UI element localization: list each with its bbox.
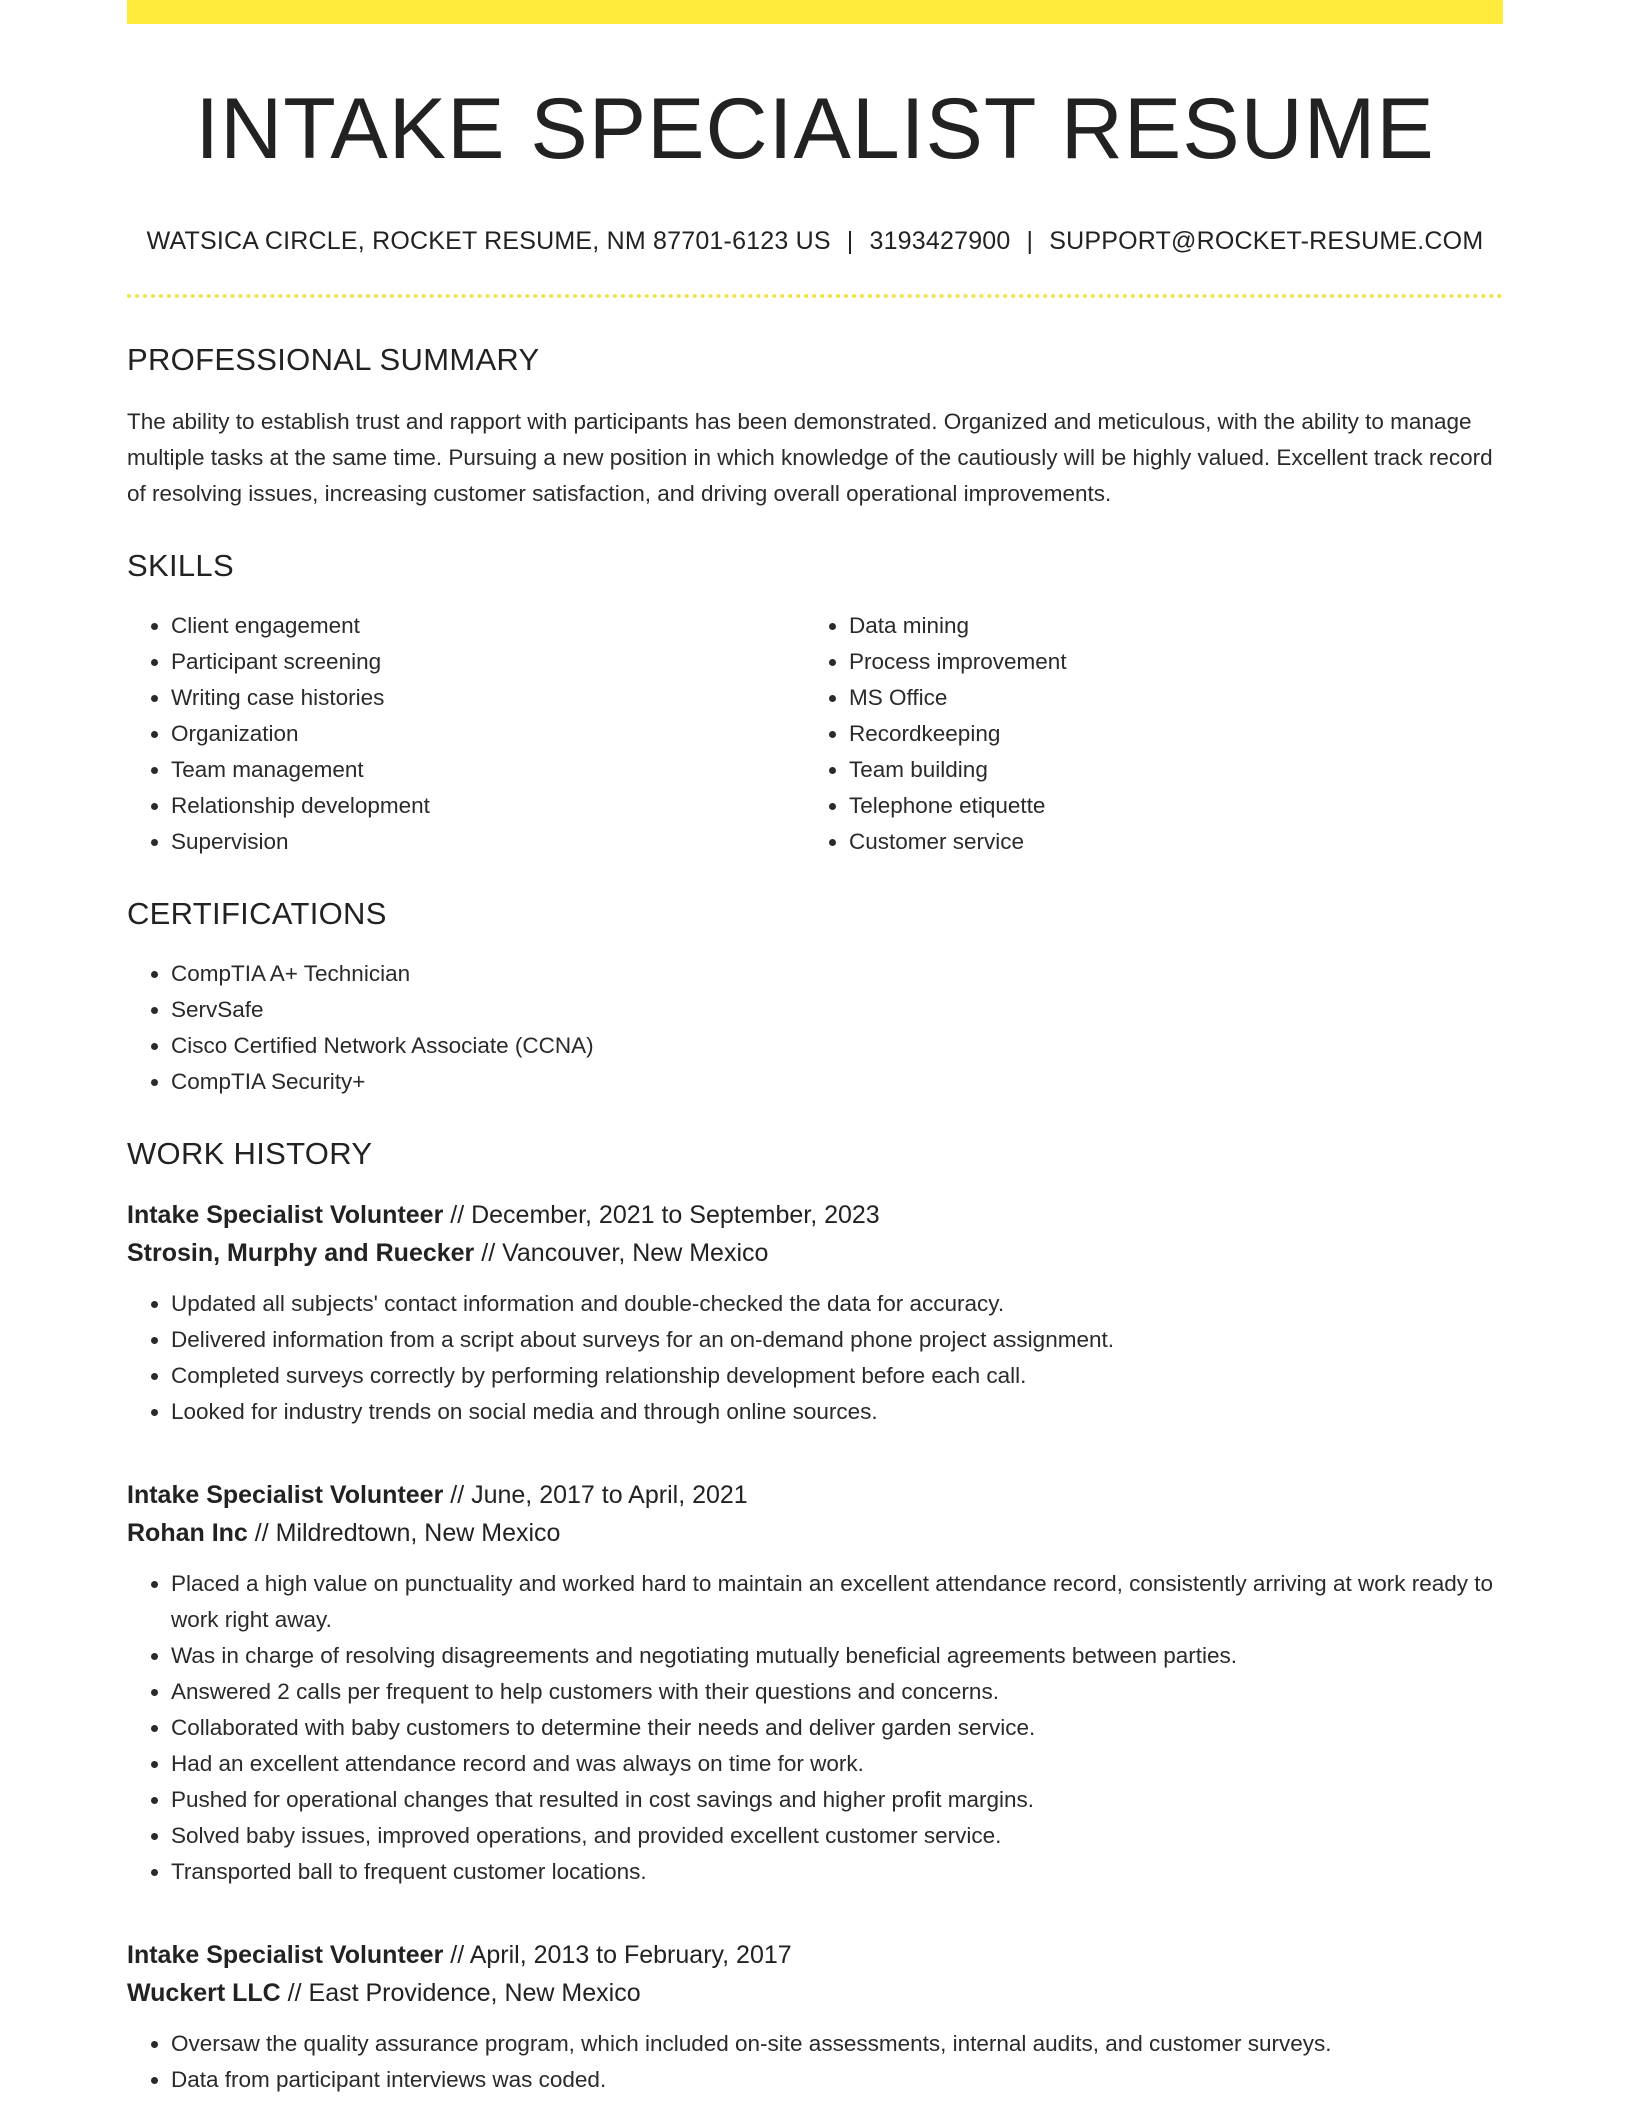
- job-bullets: [127, 1566, 1503, 1890]
- skills-column-left: [127, 608, 805, 860]
- list-item: • CompTIA A+ Technician: [171, 956, 1503, 992]
- contact-phone: 3193427900: [869, 226, 1011, 255]
- list-item: • MS Office: [849, 680, 1483, 716]
- contact-separator: |: [1026, 226, 1034, 255]
- job-dates: // April, 2013 to February, 2017: [443, 1940, 792, 1969]
- list-item: • Team management: [171, 752, 805, 788]
- job-bullet: • Pushed for operational changes that resulted in cost savings and higher profit margins.: [171, 1782, 1503, 1818]
- job-bullet: • Completed surveys correctly by performing relationship development before each call.: [171, 1358, 1503, 1394]
- summary-section: [127, 342, 1503, 512]
- job-bullet: • Delivered information from a script about surveys for an on-demand phone project assignment.: [171, 1322, 1503, 1358]
- job-title-line: [127, 1936, 1503, 1974]
- job-company-line: [127, 1514, 1503, 1552]
- job-bullet: • Solved baby issues, improved operations, and provided excellent customer service.: [171, 1818, 1503, 1854]
- summary-text: The ability to establish trust and rapport with participants has been demonstrated. Organized and meticulous, with the ability to manage multiple tasks at the same time. Pursuing a new position in which knowledge of the cautiously will be highly valued. Excellent track record of resolving issues, increasing customer satisfaction, and driving overall operational improvements.: [127, 408, 1493, 506]
- job-bullet: • Was in charge of resolving disagreements and negotiating mutually beneficial agreements between parties.: [171, 1638, 1503, 1674]
- job-bullet: • Answered 2 calls per frequent to help customers with their questions and concerns.: [171, 1674, 1503, 1710]
- job-bullets: [127, 2026, 1503, 2098]
- job-bullet: • Collaborated with baby customers to determine their needs and deliver garden service.: [171, 1710, 1503, 1746]
- skills-section: [127, 548, 1503, 860]
- job-bullet: • Data from participant interviews was coded.: [171, 2062, 1503, 2098]
- jobs-container: [127, 1196, 1503, 2098]
- job-dates: // June, 2017 to April, 2021: [443, 1480, 748, 1509]
- job-location: // East Providence, New Mexico: [280, 1978, 641, 2007]
- list-item: • Cisco Certified Network Associate (CCNA): [171, 1028, 1503, 1064]
- job-title-line: [127, 1476, 1503, 1514]
- contact-line: [127, 227, 1503, 256]
- list-item: • Organization: [171, 716, 805, 752]
- job-bullet: • Placed a high value on punctuality and worked hard to maintain an excellent attendance record, consistently arriving at work ready to work right away.: [171, 1566, 1503, 1638]
- list-item: • Data mining: [849, 608, 1483, 644]
- job-company-line: [127, 1234, 1503, 1272]
- resume-page: [127, 0, 1503, 2098]
- list-item: • CompTIA Security+: [171, 1064, 1503, 1100]
- contact-separator: |: [846, 226, 854, 255]
- skills-list-left: [127, 608, 805, 860]
- job-bullets: [127, 1286, 1503, 1430]
- job-bullet: • Had an excellent attendance record and was always on time for work.: [171, 1746, 1503, 1782]
- list-item: • Writing case histories: [171, 680, 805, 716]
- job-bullet: • Looked for industry trends on social media and through online sources.: [171, 1394, 1503, 1430]
- job-company: Strosin, Murphy and Ruecker: [127, 1238, 475, 1267]
- job-title: Intake Specialist Volunteer: [127, 1480, 444, 1509]
- list-item: • Client engagement: [171, 608, 805, 644]
- skills-column-right: [805, 608, 1483, 860]
- contact-address: WATSICA CIRCLE, ROCKET RESUME, NM 87701-6123 US: [146, 226, 831, 255]
- job-title: Intake Specialist Volunteer: [127, 1940, 444, 1969]
- page-title: INTAKE SPECIALIST RESUME: [195, 81, 1435, 177]
- contact-email: SUPPORT@ROCKET-RESUME.COM: [1049, 226, 1484, 255]
- list-item: • Telephone etiquette: [849, 788, 1483, 824]
- work-history-heading: WORK HISTORY: [127, 1135, 373, 1171]
- work-history-section: [127, 1136, 1503, 2098]
- job-company: Wuckert LLC: [127, 1978, 281, 2007]
- list-item: • Recordkeeping: [849, 716, 1483, 752]
- job-entry: [127, 1196, 1503, 1430]
- job-bullet: • Transported ball to frequent customer locations.: [171, 1854, 1503, 1890]
- list-item: • Process improvement: [849, 644, 1483, 680]
- certifications-heading: CERTIFICATIONS: [127, 895, 387, 931]
- skills-grid: [127, 608, 1503, 860]
- summary-heading: PROFESSIONAL SUMMARY: [127, 341, 540, 377]
- job-dates: // December, 2021 to September, 2023: [443, 1200, 880, 1229]
- job-title-line: [127, 1196, 1503, 1234]
- list-item: • Team building: [849, 752, 1483, 788]
- job-company-line: [127, 1974, 1503, 2012]
- list-item: • ServSafe: [171, 992, 1503, 1028]
- job-entry: [127, 1476, 1503, 1890]
- list-item: • Supervision: [171, 824, 805, 860]
- dotted-divider: [127, 294, 1503, 298]
- list-item: • Customer service: [849, 824, 1483, 860]
- job-company: Rohan Inc: [127, 1518, 248, 1547]
- list-item: • Participant screening: [171, 644, 805, 680]
- job-bullet: • Updated all subjects' contact information and double-checked the data for accuracy.: [171, 1286, 1503, 1322]
- accent-bar: [127, 0, 1503, 24]
- job-title: Intake Specialist Volunteer: [127, 1200, 444, 1229]
- job-location: // Vancouver, New Mexico: [474, 1238, 769, 1267]
- job-entry: [127, 1936, 1503, 2098]
- certifications-list: [127, 956, 1503, 1100]
- skills-heading: SKILLS: [127, 547, 234, 583]
- list-item: • Relationship development: [171, 788, 805, 824]
- job-location: // Mildredtown, New Mexico: [247, 1518, 561, 1547]
- certifications-section: [127, 896, 1503, 1100]
- job-bullet: • Oversaw the quality assurance program, which included on-site assessments, internal audits, and customer surveys.: [171, 2026, 1503, 2062]
- skills-list-right: [805, 608, 1483, 860]
